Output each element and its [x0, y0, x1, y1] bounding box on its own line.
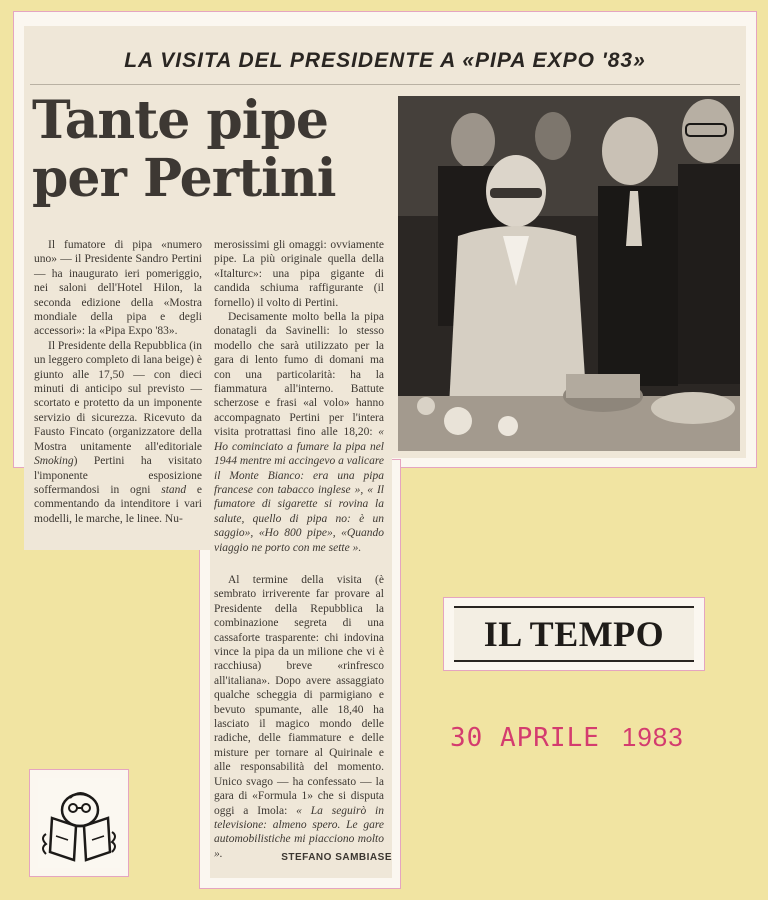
article-headline — [32, 92, 392, 208]
article-column-3 — [214, 573, 384, 861]
paragraph: Decisamente molto bella la pipa donatagli da Savinelli: lo stesso modello che sarà utilizzato per la gara di lento fumo di domani ma con una particolarità: ha la fiammatura all'interno. Battute scherzose e frasi «al volo» hanno accompagnato Pertini per l'intera visita protrattasi fino alle 18,20: « Ho cominciato a fumare la pipa nel 1944 mentre mi accingevo a valicare il Monte Bianco: era una pipa francese con tabacco inglese », « Il fumatore di sigarette si rovina la salute, quello di pipa no: è un saggio», «Ho 800 pipe», «Quando viaggio ne porto con me sette ». — [214, 311, 384, 554]
article-column-1 — [34, 238, 202, 526]
cartoon-reader-icon — [30, 770, 128, 876]
paragraph: merosissimi gli omaggi: ovviamente pipe. La più originale quella della «Italturc»: una pipa gigante di candida schiuma raffigurante (il fornello) il volto di Pertini. — [214, 239, 384, 309]
article-photo — [398, 96, 740, 451]
headline-line-1: Tante pipe — [32, 90, 328, 151]
date-day-month: 30 APRILE — [450, 723, 600, 753]
date-year: 1983 — [621, 722, 684, 752]
paragraph: Il fumatore di pipa «numero uno» — il Presidente Sandro Pertini — ha inaugurato ieri pomeriggio, nei saloni dell'Hotel Hilon, la seconda edizione della «Mostra mondiale della pipa e degli accessori»: la «Pipa Expo '83». — [34, 239, 202, 338]
newspaper-masthead: IL TEMPO — [454, 606, 694, 662]
cartoon-logo-mount — [30, 770, 128, 876]
article-column-2 — [214, 238, 384, 555]
article-kicker: LA VISITA DEL PRESIDENTE A «PIPA EXPO '83» — [30, 38, 740, 85]
article-byline: STEFANO SAMBIASE — [281, 852, 392, 863]
paragraph: Al termine della visita (è sembrato irriverente far provare al Presidente della Repubblica la combinazione segreta di una cassaforte trasparente: chi indovina vince la pipa da un milione che vi è racchiusa) breve «rinfresco all'italiana». Dopo avere assaggiato qualche scheggia di parmigiano e bevuto spumante, alle 18,40 ha lasciato il magico mondo delle radiche, delle fiammature e delle misture per tornare al Quirinale e alle responsabilità del momento. Unico svago — ha confessato — la gara di «Formula 1» che si disputa oggi a Imola: « La seguirò in televisione: almeno spero. Le gare automobilistiche mi piacciono molto ». — [214, 574, 385, 860]
paragraph: Il Presidente della Repubblica (in un leggero completo di lana beige) è giunto alle 17,50 — con dieci minuti di anticipo sul previsto — scortato e protetto da un imponente servizio di sicurezza. Ricevuto da Fausto Fincato (organizzatore della Mostra unitamente all'editoriale Smoking) Pertini ha visitato l'imponente esposizione soffermandosi in ogni stand e commentando da intenditore i vari modelli, le marche, le linee. Nu- — [34, 339, 202, 525]
masthead-mount — [444, 598, 704, 670]
photo-illustration — [398, 96, 740, 451]
headline-line-2: per Pertini — [32, 148, 336, 209]
date-stamp — [450, 722, 684, 753]
